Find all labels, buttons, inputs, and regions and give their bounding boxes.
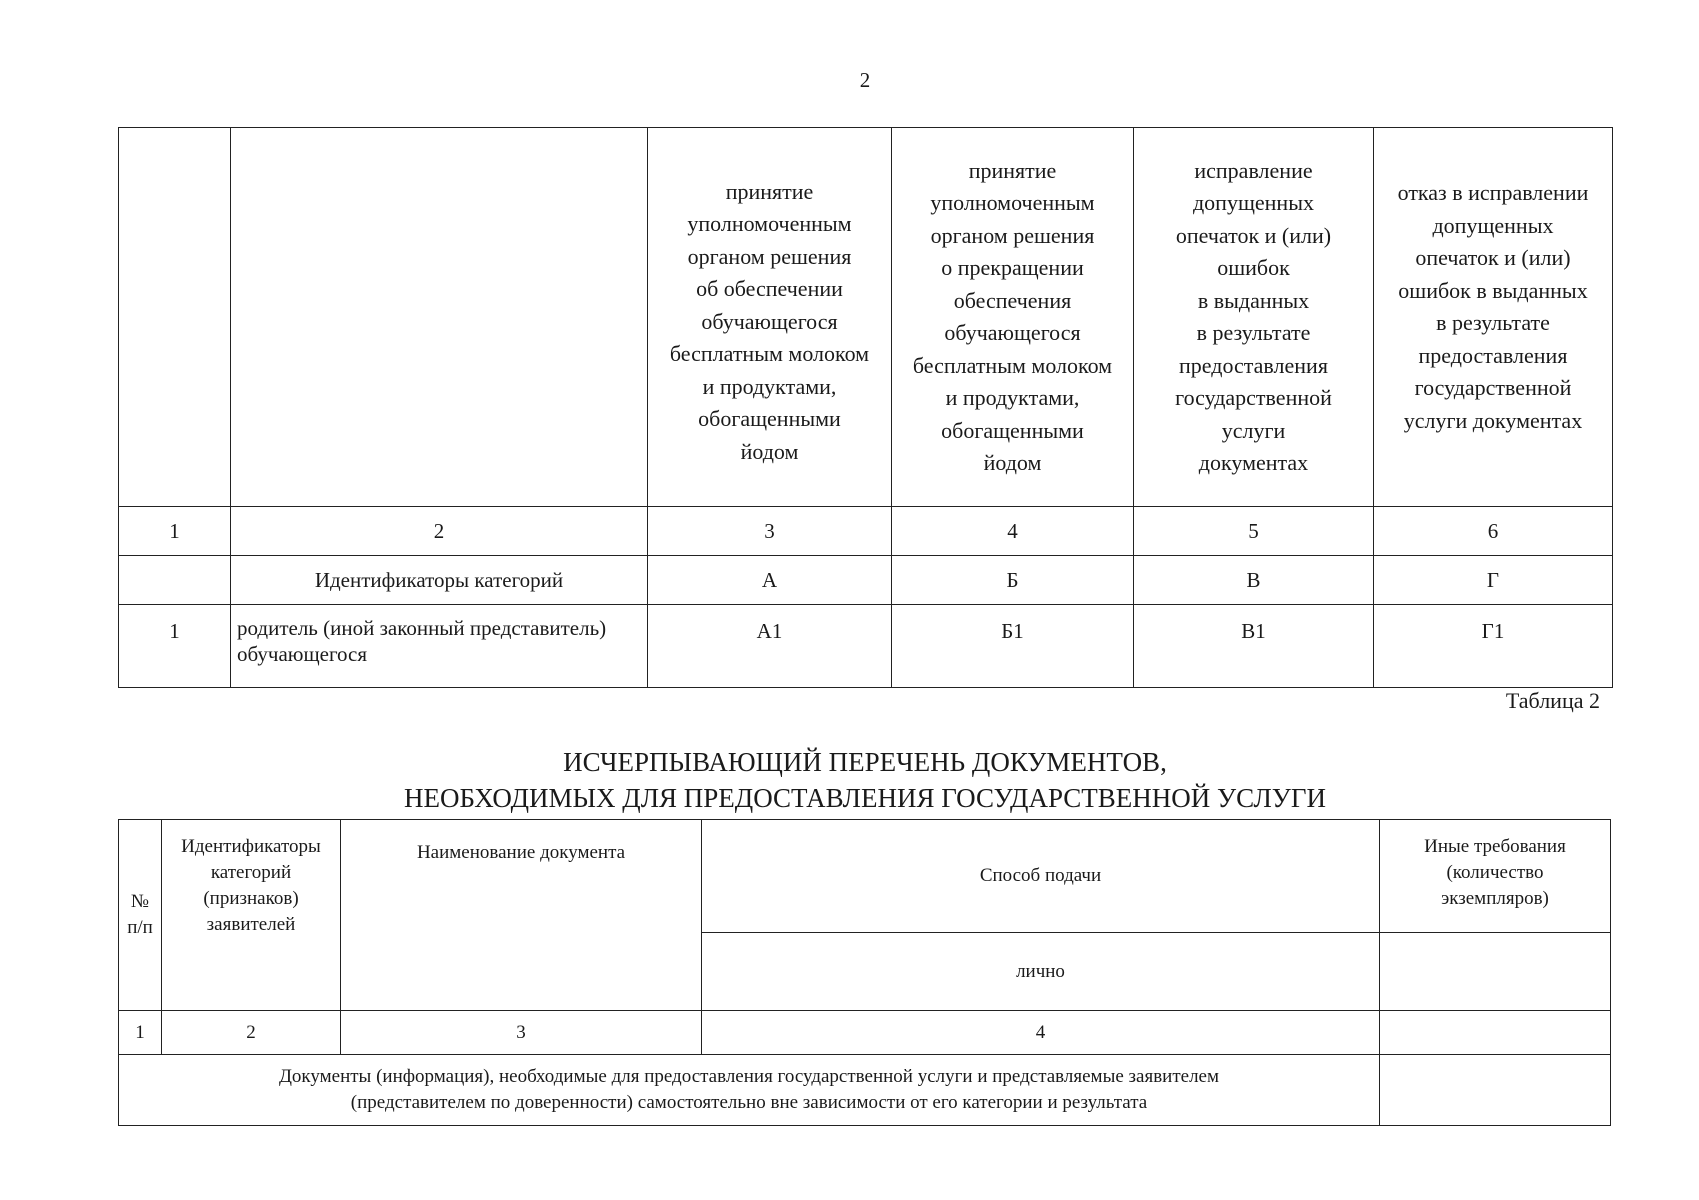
documents-table bbox=[118, 819, 1611, 1126]
header-line: уполномоченным bbox=[930, 190, 1095, 215]
header-line: услуги bbox=[1221, 417, 1286, 443]
table-label: Таблица 2 bbox=[1505, 688, 1600, 713]
column-number: 3 bbox=[648, 507, 892, 556]
header-line: предоставления bbox=[1179, 352, 1328, 378]
header-line: об обеспечении bbox=[696, 276, 843, 302]
column-number: 3 bbox=[341, 1011, 702, 1055]
header-line: в результате bbox=[1196, 320, 1311, 345]
header-line: Иные требования bbox=[1424, 836, 1566, 857]
category-id: В bbox=[1134, 556, 1374, 605]
header-num bbox=[119, 820, 162, 1011]
section-description bbox=[119, 1055, 1380, 1126]
header-line: принятие bbox=[725, 178, 814, 204]
header-line: (признаков) bbox=[203, 888, 299, 909]
header-line: допущенных bbox=[1432, 212, 1554, 238]
header-cell-empty-2 bbox=[231, 128, 648, 507]
header-line: о прекращении bbox=[941, 255, 1084, 280]
header-line: допущенных bbox=[1192, 190, 1314, 215]
column-number: 1 bbox=[119, 1011, 162, 1055]
column-number: 2 bbox=[231, 507, 648, 556]
header-lines bbox=[1175, 155, 1332, 480]
header-categories bbox=[162, 820, 341, 1011]
empty-cell bbox=[1380, 933, 1611, 1011]
header-cell-empty-1 bbox=[119, 128, 231, 507]
column-number: 2 bbox=[162, 1011, 341, 1055]
row-number: 1 bbox=[119, 605, 231, 688]
header-lines bbox=[1398, 177, 1589, 437]
column-number bbox=[1380, 1011, 1611, 1055]
section-row bbox=[119, 1055, 1611, 1126]
header-line: опечаток и (или) bbox=[1415, 245, 1571, 270]
header-line: исправление bbox=[1194, 157, 1313, 183]
header-cell-result-provide bbox=[648, 128, 892, 507]
header-line: ошибок в выданных bbox=[1398, 277, 1588, 303]
header-line: заявителей bbox=[206, 914, 296, 935]
header-cell-result-terminate bbox=[892, 128, 1134, 507]
header-line: экземпляров) bbox=[1441, 888, 1549, 909]
column-number: 5 bbox=[1134, 507, 1374, 556]
header-line: бесплатным молоком bbox=[669, 341, 870, 367]
header-in-person: лично bbox=[702, 933, 1380, 1011]
header-line: обогащенными bbox=[941, 417, 1084, 443]
column-number: 1 bbox=[119, 507, 231, 556]
section-title-line: ИСЧЕРПЫВАЮЩИЙ ПЕРЕЧЕНЬ ДОКУМЕНТОВ, bbox=[563, 747, 1167, 777]
header-line: ошибок bbox=[1217, 255, 1290, 280]
header-line: категорий bbox=[210, 862, 292, 883]
empty-cell bbox=[119, 556, 231, 605]
table-header-row bbox=[119, 820, 1611, 933]
column-numbers-row bbox=[119, 507, 1613, 556]
header-line: обучающегося bbox=[944, 320, 1081, 345]
header-cell-result-correction bbox=[1134, 128, 1374, 507]
header-line: отказ в исправлении bbox=[1397, 180, 1589, 205]
row-value: В1 bbox=[1134, 605, 1374, 688]
header-line: Идентификаторы bbox=[181, 836, 321, 857]
header-line: обеспечения bbox=[953, 287, 1072, 313]
row-category-line: обучающегося bbox=[237, 642, 368, 666]
header-line: государственной bbox=[1175, 385, 1332, 410]
header-lines bbox=[670, 176, 869, 469]
row-category bbox=[231, 605, 648, 688]
column-number: 6 bbox=[1374, 507, 1613, 556]
column-numbers-row bbox=[119, 1011, 1611, 1055]
row-value: Б1 bbox=[892, 605, 1134, 688]
table-row bbox=[119, 605, 1613, 688]
category-ids-row bbox=[119, 556, 1613, 605]
header-submission-method: Способ подачи bbox=[702, 820, 1380, 933]
results-table bbox=[118, 127, 1613, 688]
category-id: Г bbox=[1374, 556, 1613, 605]
header-document-name: Наименование документа bbox=[341, 820, 702, 1011]
header-line: йодом bbox=[983, 450, 1042, 475]
header-line: обучающегося bbox=[701, 308, 838, 334]
header-line: опечаток и (или) bbox=[1175, 222, 1332, 248]
header-line: предоставления bbox=[1418, 342, 1568, 368]
header-line: и продуктами, bbox=[945, 385, 1080, 410]
row-value: Г1 bbox=[1374, 605, 1613, 688]
header-line: бесплатным молоком bbox=[912, 352, 1113, 378]
header-line: услуги документах bbox=[1403, 407, 1583, 433]
header-cell-result-refusal bbox=[1374, 128, 1613, 507]
header-line: п/п bbox=[127, 917, 153, 938]
header-line: органом решения bbox=[687, 243, 852, 269]
section-line: Документы (информация), необходимые для предоставления государственной услуги и представляемые заявителем bbox=[278, 1066, 1220, 1087]
column-number: 4 bbox=[892, 507, 1134, 556]
header-line: документах bbox=[1198, 450, 1309, 475]
header-line: принятие bbox=[968, 157, 1057, 183]
category-id: А bbox=[648, 556, 892, 605]
category-id: Б bbox=[892, 556, 1134, 605]
section-line: (представителем по доверенности) самостоятельно вне зависимости от его категории и результата bbox=[350, 1092, 1148, 1113]
category-ids-label: Идентификаторы категорий bbox=[231, 556, 648, 605]
header-lines bbox=[913, 155, 1112, 480]
header-line: государственной bbox=[1414, 375, 1572, 400]
header-line: обогащенными bbox=[698, 406, 841, 432]
header-line: (количество bbox=[1446, 862, 1544, 883]
header-line: № bbox=[130, 891, 150, 912]
header-line: органом решения bbox=[930, 222, 1095, 248]
header-line: йодом bbox=[740, 438, 799, 464]
row-value: А1 bbox=[648, 605, 892, 688]
page-number: 2 bbox=[859, 68, 871, 92]
row-category-line: родитель (иной законный представитель) bbox=[237, 616, 607, 640]
empty-cell bbox=[1380, 1055, 1611, 1126]
header-line: в результате bbox=[1436, 310, 1550, 335]
header-line: уполномоченным bbox=[687, 211, 852, 237]
header-line: и продуктами, bbox=[702, 373, 837, 399]
section-title-line: НЕОБХОДИМЫХ ДЛЯ ПРЕДОСТАВЛЕНИЯ ГОСУДАРСТВЕННОЙ УСЛУГИ bbox=[403, 783, 1327, 813]
header-line: в выданных bbox=[1197, 287, 1310, 313]
header-other-requirements bbox=[1380, 820, 1611, 933]
table-header-row bbox=[119, 128, 1613, 507]
column-number: 4 bbox=[702, 1011, 1380, 1055]
